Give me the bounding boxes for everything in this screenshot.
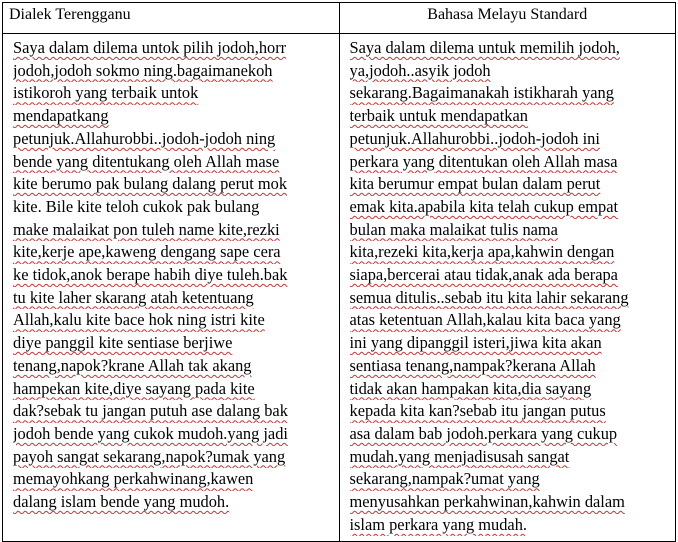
standard-line: tidak akan hampakan kita,dia sayang xyxy=(349,378,592,398)
dialek-line: dalang islam bende yang mudoh. xyxy=(13,492,230,512)
dialek-line: istikoroh yang terbaik untok xyxy=(13,83,199,103)
dialek-line: hampekan kite,diye sayang pada kite xyxy=(13,378,255,398)
standard-line: sekarang,nampak?umat yang xyxy=(349,469,540,489)
standard-line: kepada kita kan?sebab itu jangan putus xyxy=(349,401,606,421)
standard-line: petunjuk.Allahurobbi..jodoh-jodoh ini xyxy=(349,128,600,148)
dialek-line: kite,kerje ape,kaweng dengang sape cera xyxy=(13,242,281,262)
dialek-text-cell xyxy=(3,34,340,542)
standard-line: sekarang.Bagaimanakah istikharah yang xyxy=(349,83,614,103)
standard-line: atas ketentuan Allah,kalau kita baca yang xyxy=(349,310,621,330)
dialek-line: tu kite laher skarang atah ketentuang xyxy=(13,287,254,307)
standard-line: bulan maka malaikat tulis nama xyxy=(349,219,558,239)
standard-line: kita berumur empat bulan dalam perut xyxy=(349,174,601,194)
standard-line: perkara yang ditentukan oleh Allah masa xyxy=(349,151,618,171)
standard-line: kita,rezeki kita,kerja apa,kahwin dengan xyxy=(349,242,615,262)
standard-text-cell xyxy=(339,34,676,542)
dialek-line: kite berumo pak bulang dalang perut mok xyxy=(13,174,288,194)
dialek-line: dak?sebak tu jangan putuh ase dalang bak xyxy=(13,401,288,421)
standard-line: semua ditulis..sebab itu kita lahir sekarang xyxy=(349,287,629,307)
comparison-table xyxy=(2,2,676,542)
standard-line: menyusahkan perkahwinan,kahwin dalam xyxy=(349,492,625,512)
dialek-line: Saya dalam dilema untok pilih jodoh,horr xyxy=(13,38,287,57)
dialek-line: bende yang ditentukang oleh Allah mase xyxy=(13,151,280,171)
header-dialek-terengganu: Dialek Terengganu xyxy=(3,3,340,34)
standard-line: asa dalam bab jodoh.perkara yang cukup xyxy=(349,423,618,443)
dialek-line: tenang,napok?krane Allah tak akang xyxy=(13,355,252,375)
standard-line: terbaik untuk mendapatkan xyxy=(349,106,528,126)
dialek-line: ke tidok,anok berape habih diye tuleh.bak xyxy=(13,265,288,285)
dialek-line: memayohkang perkahwinang,kawen xyxy=(13,469,254,489)
dialek-line: payoh sangat sekarang,napok?umak yang xyxy=(13,446,286,466)
content-row xyxy=(3,34,676,542)
standard-line: ini yang dipanggil isteri,jiwa kita akan xyxy=(349,333,602,353)
standard-line: ya,jodoh..asyik jodoh xyxy=(349,60,491,80)
dialek-line: petunjuk.Allahurobbi..jodoh-jodoh ning xyxy=(13,128,276,148)
dialek-line: diye panggil kite sentiase berjiwe xyxy=(13,333,233,353)
standard-line: Saya dalam dilema untuk memilih jodoh, xyxy=(349,38,620,57)
dialek-line: jodoh,jodoh sokmo ning.bagaimanekoh xyxy=(13,60,273,80)
dialek-line: mendapatkang xyxy=(13,106,109,126)
standard-line: siapa,bercerai atau tidak,anak ada berapa xyxy=(349,265,618,285)
standard-line: islam perkara yang mudah. xyxy=(349,514,528,534)
header-bahasa-melayu-standard: Bahasa Melayu Standard xyxy=(339,3,676,34)
dialek-line: kite. Bile kite teloh cukok pak bulang xyxy=(13,196,260,216)
header-row xyxy=(3,3,676,34)
standard-line: mudah.yang menjadisusah sangat xyxy=(349,446,570,466)
dialek-line: Allah,kalu kite bace hok ning istri kite xyxy=(13,310,265,330)
standard-line: emak kita.apabila kita telah cukup empat xyxy=(349,196,619,216)
dialek-line: jodoh bende yang cukok mudoh.yang jadi xyxy=(13,423,288,443)
standard-line: sentiasa tenang,nampak?kerana Allah xyxy=(349,355,596,375)
dialek-line: make malaikat pon tuleh name kite,rezki xyxy=(13,219,280,239)
